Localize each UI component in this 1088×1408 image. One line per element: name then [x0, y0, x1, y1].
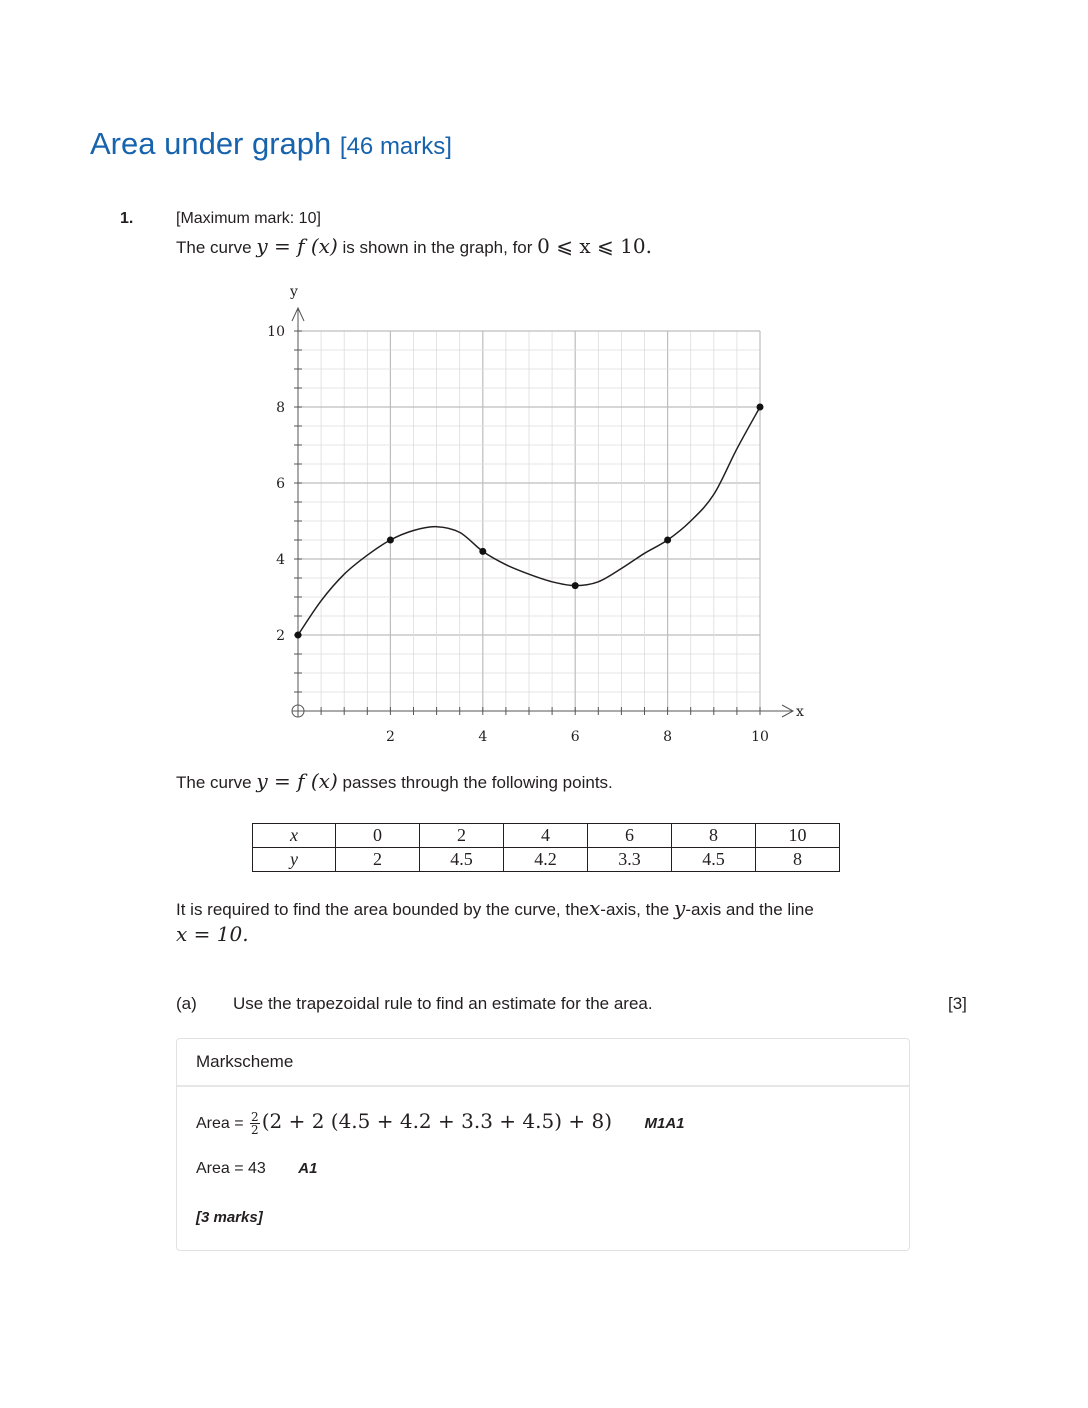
intro-math-2: 0 ⩽ x ⩽ 10.	[537, 234, 652, 258]
function-graph	[255, 280, 815, 750]
x-tick-label: 4	[478, 729, 488, 745]
table-cell: 2	[336, 848, 420, 872]
data-point	[572, 582, 579, 589]
data-point	[757, 404, 764, 411]
x-tick-label: 6	[570, 729, 580, 745]
x-tick-label: 2	[385, 729, 395, 745]
data-point	[295, 632, 302, 639]
table-row-y	[253, 848, 840, 872]
required-text-3: -axis and the line	[685, 900, 814, 919]
data-point	[664, 537, 671, 544]
y-tick-label: 4	[276, 552, 285, 568]
required-text-2: -axis, the	[600, 900, 670, 919]
intro-text-1: The curve	[176, 238, 252, 257]
table-cell: 4.2	[504, 848, 588, 872]
x-tick-label: 10	[751, 729, 769, 745]
table-x-header: x	[253, 824, 336, 848]
x-tick-label: 8	[663, 729, 673, 745]
required-math-line: x = 10.	[176, 922, 249, 946]
passes-text-1: The curve	[176, 773, 252, 792]
table-cell: 8	[672, 824, 756, 848]
required-text-line	[176, 896, 814, 920]
ms-award-m1a1: M1A1	[644, 1115, 685, 1132]
markscheme-header[interactable]	[177, 1039, 909, 1087]
intro-text-2: is shown in the graph, for	[342, 238, 533, 257]
markscheme-box	[176, 1038, 910, 1251]
y-tick-label: 6	[276, 476, 285, 492]
table-cell: 0	[336, 824, 420, 848]
y-tick-label: 2	[276, 628, 285, 644]
ms-fraction	[250, 1111, 260, 1136]
markscheme-total	[196, 1209, 263, 1227]
markscheme-line-2	[196, 1160, 317, 1178]
graph-ticks	[267, 324, 769, 745]
table-cell: 8	[756, 848, 840, 872]
section-title	[90, 124, 452, 167]
markscheme-title: Markscheme	[196, 1052, 294, 1071]
required-text-1: It is required to find the area bounded by the curve, the	[176, 900, 589, 919]
required-math-y: y	[674, 896, 686, 920]
table-cell: 4.5	[420, 848, 504, 872]
table-row-x	[253, 824, 840, 848]
points-intro	[176, 769, 613, 793]
section-title-text: Area under graph	[90, 126, 332, 161]
ms-frac-den: 2	[251, 1123, 259, 1138]
table-cell: 2	[420, 824, 504, 848]
ms-award-a1: A1	[298, 1160, 318, 1177]
table-cell: 4.5	[672, 848, 756, 872]
ms-total-marks: [3 marks]	[196, 1209, 263, 1226]
data-point	[479, 548, 486, 555]
section-marks: [46 marks]	[339, 133, 452, 160]
ms-frac-num: 2	[251, 1110, 259, 1125]
x-axis-label: x	[796, 704, 804, 720]
y-tick-label: 8	[276, 400, 285, 416]
question-max-mark: [Maximum mark: 10]	[176, 210, 321, 227]
required-math-x: x	[589, 896, 601, 920]
table-cell: 4	[504, 824, 588, 848]
intro-math-1: y = f (x)	[256, 234, 338, 258]
question-intro	[176, 234, 652, 258]
table-cell: 3.3	[588, 848, 672, 872]
passes-math: y = f (x)	[256, 769, 338, 793]
table-cell: 6	[588, 824, 672, 848]
ms-expression: (2 + 2 (4.5 + 4.2 + 3.3 + 4.5) + 8)	[261, 1109, 613, 1133]
data-point	[387, 537, 394, 544]
passes-text-2: passes through the following points.	[342, 773, 613, 792]
part-a-label: (a)	[176, 994, 197, 1013]
y-axis-label: y	[290, 284, 298, 300]
question-number: 1.	[120, 210, 134, 227]
points-table	[252, 823, 840, 872]
markscheme-line-1	[196, 1109, 685, 1136]
ms-area-result: Area = 43	[196, 1160, 266, 1177]
ms-area-label: Area =	[196, 1115, 244, 1132]
table-y-header: y	[253, 848, 336, 872]
y-tick-label: 10	[267, 324, 285, 340]
part-a-text: Use the trapezoidal rule to find an estimate for the area.	[233, 994, 653, 1013]
table-cell: 10	[756, 824, 840, 848]
required-math-line-row	[176, 922, 249, 946]
part-a-marks: [3]	[948, 994, 967, 1013]
